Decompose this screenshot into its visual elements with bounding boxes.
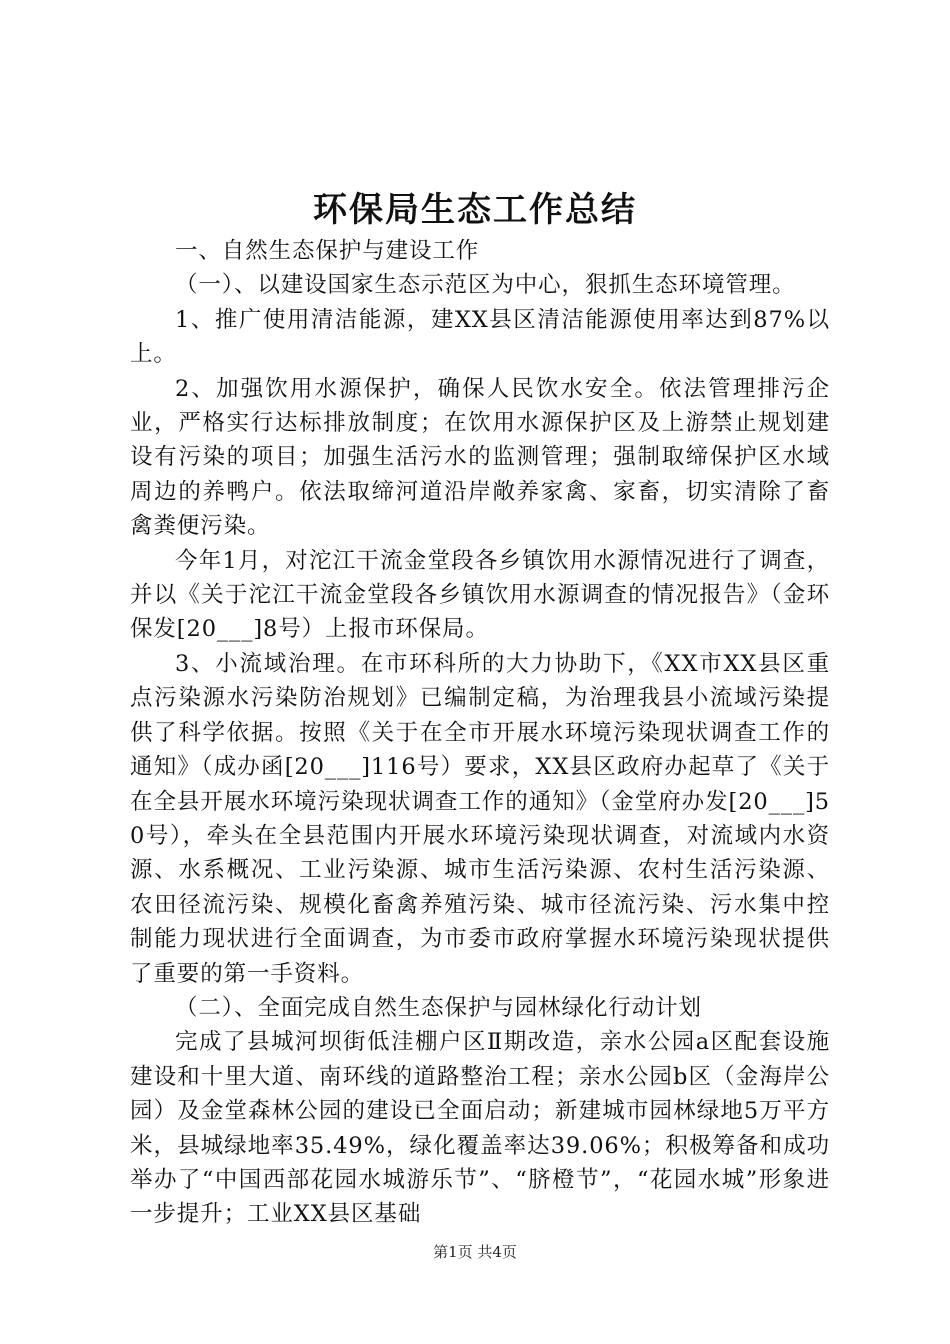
paragraph-watershed: 3、小流域治理。在市环科所的大力协助下，《XX市XX县区重点污染源水污染防治规划》已编制定稿，为治理我县小流域污染提供了科学依据。按照《关于在全市开展水环境污染现状调查工作的通知》（成办函[20___]116号）要求，XX县区政府办起草了《关于在全县开展水环境污染现状调查工作的通知》（金堂府办发[20___]50号），牵头在全县范围内开展水环境污染现状调查，对流域内水资源、水系概况、工业污染源、城市生活污染源、农村生活污染源、农田径流污染、规模化畜禽养殖污染、城市径流污染、污水集中控制能力现状进行全面调查，为市委市政府掌握水环境污染现状提供了重要的第一手资料。 — [130, 650, 830, 987]
subsection-heading-2: （二）、全面完成自然生态保护与园林绿化行动计划 — [175, 994, 702, 1021]
section-heading-1: 一、自然生态保护与建设工作 — [175, 238, 480, 264]
paragraph-clean-energy: 1、推广使用清洁能源，建XX县区清洁能源使用率达到87%以上。 — [130, 306, 830, 368]
paragraph-greening: 完成了县城河坝街低洼棚户区Ⅱ期改造，亲水公园a区配套设施建设和十里大道、南环线的道路整治工程；亲水公园b区（金海岸公园）及金堂森林公园的建设已全面启动；新建城市园林绿地5万平方米，县城绿地率35.49%，绿化覆盖率达39.06%；积极筹备和成功举办了“中国西部花园水城游乐节”、“脐橙节”，“花园水城”形象进一步提升；工业XX县区基础 — [130, 1029, 830, 1228]
document-title: 环保局生态工作总结 — [313, 190, 637, 230]
subsection-heading-1: （一）、以建设国家生态示范区为中心，狠抓生态环境管理。 — [175, 272, 796, 299]
page-footer: 第1页 共4页 — [433, 1243, 517, 1261]
document-body — [130, 234, 830, 1232]
paragraph-survey: 今年1月，对沱江干流金堂段各乡镇饮用水源情况进行了调查，并以《关于沱江干流金堂段各乡镇饮用水源调查的情况报告》（金环保发[20___]8号）上报市环保局。 — [130, 547, 830, 643]
paragraph-water-protection: 2、加强饮用水源保护，确保人民饮水安全。依法管理排污企业，严格实行达标排放制度；在饮用水源保护区及上游禁止规划建设有污染的项目；加强生活污水的监测管理；强制取缔保护区水域周边的养鸭户。依法取缔河道沿岸敞养家禽、家畜，切实清除了畜禽粪便污染。 — [130, 375, 830, 540]
